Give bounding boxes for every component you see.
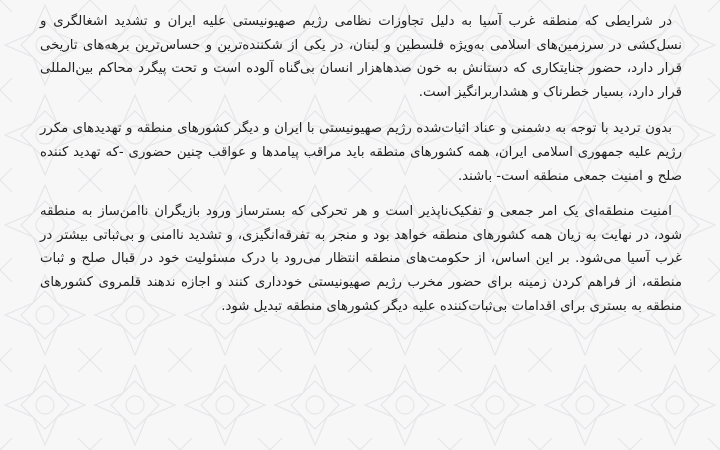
paragraph-1: در شرایطی که منطقه غرب آسیا به دلیل تجاوزات نظامی رژیم صهیونیستی علیه ایران و تشدید اشغالگری و نسل‌کشی در سرزمین‌های اسلامی به‌ویژه فلسطین و لبنان، در یکی از شکننده‌ترین و حساس‌ترین برهه‌های تاریخی قرار دارد، حضور جنایتکاری که دستانش به خون صدهاهزار انسان بی‌گناه آلوده است و تحت پیگرد محاکم بین‌المللی قرار دارد، بسیار خطرناک و هشداربرانگیز است. <box>40 14 682 100</box>
article-body <box>40 10 682 331</box>
paragraph-2: بدون تردید با توجه به دشمنی و عناد اثبات‌شده رژیم صهیونیستی با ایران و دیگر کشورهای منطقه و تهدیدهای مکرر رژیم علیه جمهوری اسلامی ایران، همه کشورهای منطقه باید مراقب پیامدها و عواقب چنین حضوری -که تهدید کننده صلح و امنیت جمعی منطقه است- باشند. <box>40 121 682 184</box>
paragraph-3: امنیت منطقه‌ای یک امر جمعی و تفکیک‌ناپذیر است و هر تحرکی که بسترساز ورود بازیگران ناامن‌ساز به منطقه شود، در نهایت به زیان همه کشورهای منطقه خواهد بود و منجر به تفرقه‌انگیزی، و تشدید ناامنی و بی‌ثباتی بیشتر در غرب آسیا می‌شود. بر این اساس، از حکومت‌های منطقه انتظار می‌رود با درک مسئولیت خود در قبال صلح و ثبات منطقه، از فراهم کردن زمینه برای حضور مخرب رژیم صهیونیستی خودداری کنند و اجازه ندهند قلمروی کشورهای منطقه به بستری برای اقدامات بی‌ثبات‌کننده علیه دیگر کشورهای منطقه تبدیل شود. <box>40 204 682 314</box>
